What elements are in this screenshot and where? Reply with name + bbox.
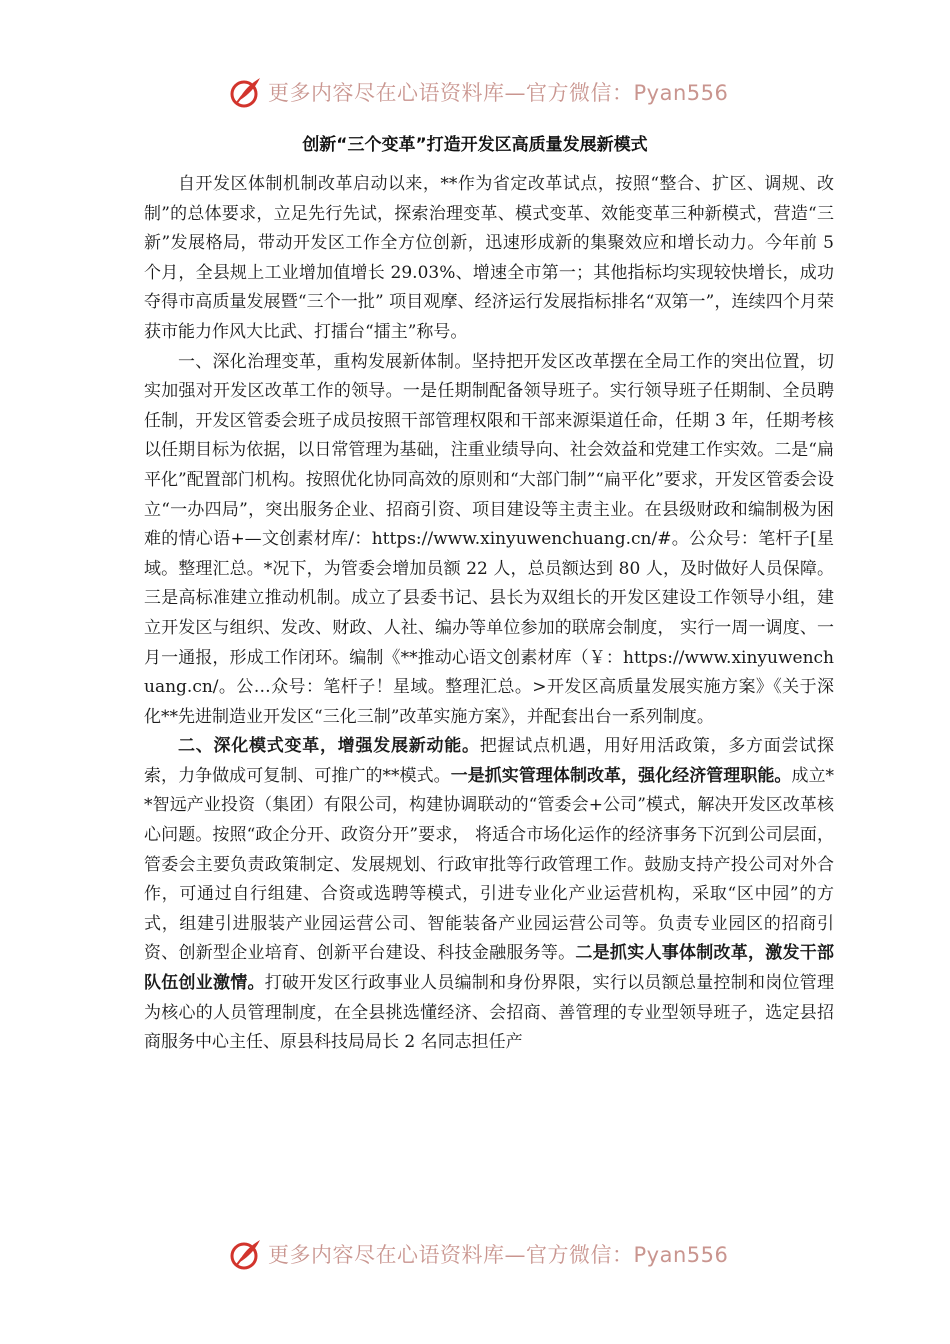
paragraph-section-two <box>144 732 834 1058</box>
feather-quill-logo-icon <box>228 1236 264 1272</box>
document-title: 创新“三个变革”打造开发区高质量发展新模式 <box>302 135 648 155</box>
document-body <box>144 170 834 1058</box>
paragraph-intro: 自开发区体制机制改革启动以来，**作为省定改革试点，按照“整合、扩区、调规、改制”的总体要求，立足先行先试，探索治理变革、模式变革、效能变革三种新模式，营造“三新”发展格局，带动开发区工作全方位创新，迅速形成新的集聚效应和增长动力。今年前 5 个月，全县规上工业增加值增长 29.03%、增速全市第一；其他指标均实现较快增长，成功夺得市高质量发展暨“三个一批” 项目观摩、经济运行发展指标排名“双第一”，连续四个月荣获市能力作风大比武、打擂台“擂主”称号。 <box>144 174 834 342</box>
section-two-text-2: 成立**智远产业投资（集团）有限公司，构建协调联动的“管委会+公司”模式，解决开发区改革核心问题。按照“政企分开、政资分开”要求， 将适合市场化运作的经济事务下沉到公司层面，管委会主要负责政策制定、发展规划、行政审批等行政管理工作。鼓励支持产投公司对外合作，可通过自行组建、合资或选聘等模式，引进专业化产业运营机构，采取“区中园”的方式，组建引进服装产业园运营公司、智能装备产业园运营公司等。负责专业园区的招商引资、创新型企业培育、创新平台建设、科技金融服务等。 <box>144 765 835 964</box>
section-two-point-2: 二是抓实人事体制改革，激发干部队伍创业激情。 <box>144 943 835 994</box>
section-two-point-1: 一是抓实管理体制改革，强化经济管理职能。 <box>450 765 792 786</box>
section-two-text-1: 把握试点机遇，用好用活政策，多方面尝试探索，力争做成可复制、可推广的**模式。 <box>144 736 834 786</box>
section-two-text-3: 打破开发区行政事业人员编制和身份界限，实行以员额总量控制和岗位管理为核心的人员管理制度，在全县挑选懂经济、会招商、善管理的专业型领导班子，选定县招商服务中心主任、原县科技局局长 2 名同志担任产 <box>144 973 835 1053</box>
watermark-text: 更多内容尽在心语资料库—官方微信：Pyan556 <box>268 81 729 105</box>
watermark-text: 更多内容尽在心语资料库—官方微信：Pyan556 <box>268 1243 729 1267</box>
paragraph-section-one: 一、深化治理变革，重构发展新体制。坚持把开发区改革摆在全局工作的突出位置，切实加强对开发区改革工作的领导。一是任期制配备领导班子。实行领导班子任期制、全员聘任制，开发区管委会班子成员按照干部管理权限和干部来源渠道任命，任期 3 年，任期考核以任期目标为依据，以日常管理为基础，注重业绩导向、社会效益和党建工作实效。二是“扁平化”配置部门机构。按照优化协同高效的原则和“大部门制”“扁平化”要求，开发区管委会设立“一办四局”，突出服务企业、招商引资、项目建设等主责主业。在县级财政和编制极为困难的情心语+—文创素材库/：https://www.xinyuwenchuang.cn/#。公众号：笔杆子[星域。整理汇总。*况下，为管委会增加员额 22 人，总员额达到 80 人，及时做好人员保障。三是高标准建立推动机制。成立了县委书记、县长为双组长的开发区建设工作领导小组，建立开发区与组织、发改、财政、人社、编办等单位参加的联席会制度， 实行一周一调度、一月一通报，形成工作闭环。编制《**推动心语文创素材库（￥：https://www.xinyuwenchuang.cn/。公…众号：笔杆子！星域。整理汇总。>开发区高质量发展实施方案》《关于深化**先进制造业开发区“三化三制”改革实施方案》，并配套出台一系列制度。 <box>144 351 834 727</box>
feather-quill-logo-icon <box>228 74 264 110</box>
footer-watermark <box>228 1234 728 1274</box>
header-watermark <box>228 72 728 112</box>
section-two-heading: 二、深化模式变革，增强发展新动能。 <box>178 736 480 757</box>
